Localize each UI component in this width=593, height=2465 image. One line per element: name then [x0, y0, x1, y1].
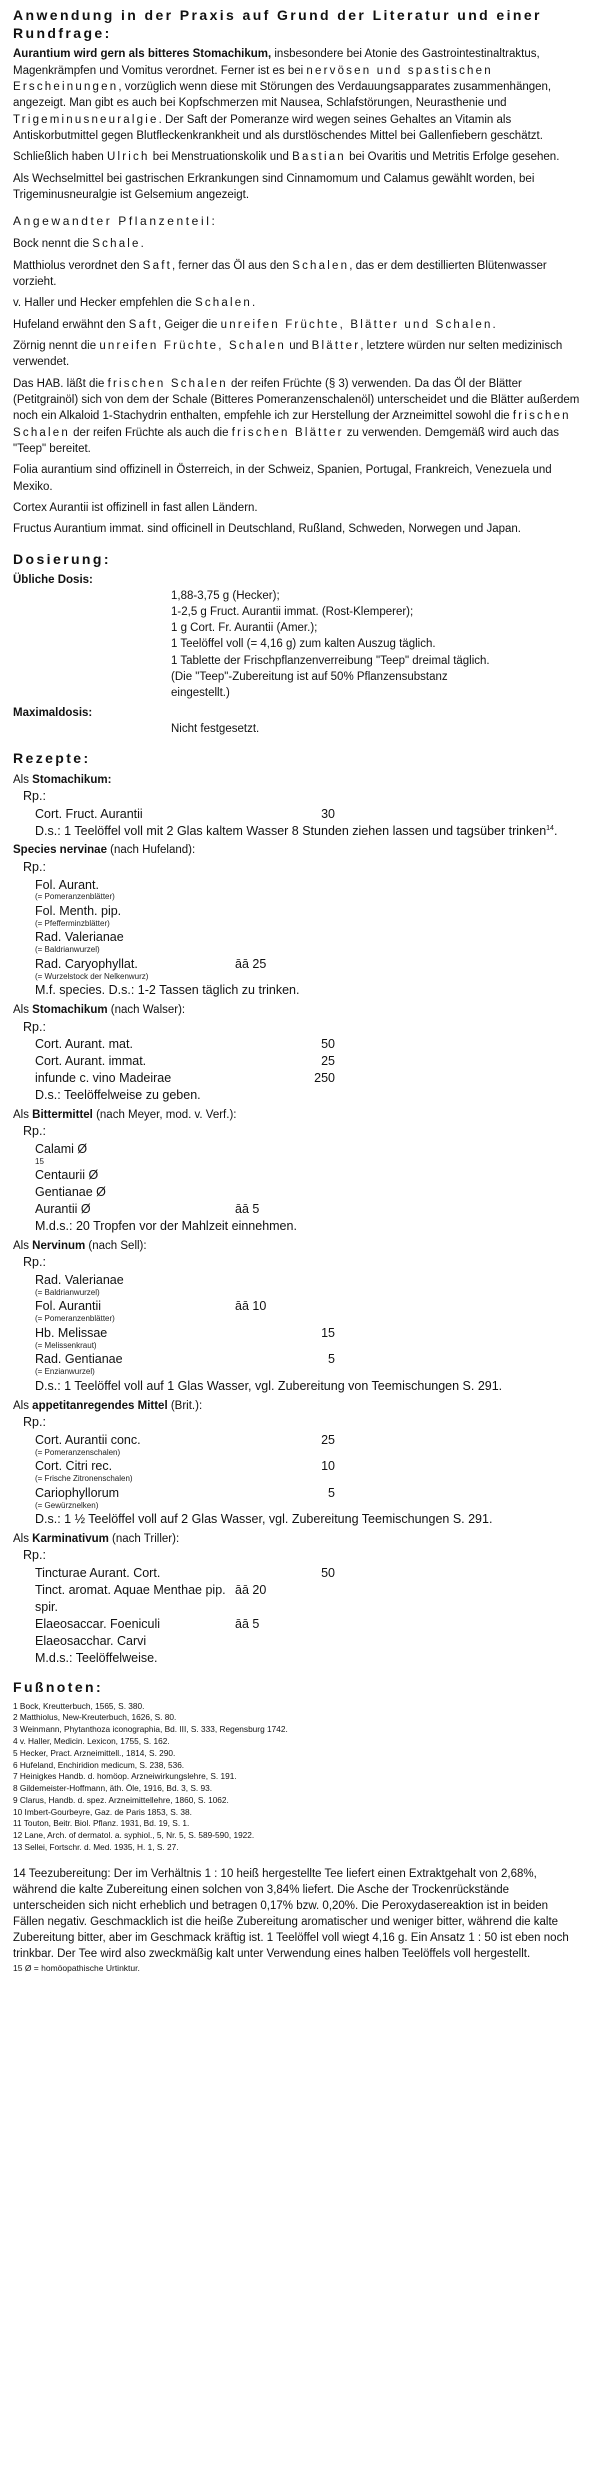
- spaced-emphasis: Bastian: [292, 151, 346, 164]
- recipe-title: Als appetitanregendes Mittel (Brit.):: [13, 1399, 203, 1412]
- ingredient-translation: (= Pomeranzenschalen): [35, 1447, 121, 1457]
- pflanzenteil-paragraph: [13, 462, 582, 495]
- text-run: Hufeland erwähnt den: [13, 318, 129, 331]
- footnote-item: 12 Lane, Arch. of dermatol. a. syphiol., 5, Nr. 5, S. 589-590, 1922.: [13, 1830, 255, 1841]
- dose-line: 1 g Cort. Fr. Aurantii (Amer.);: [171, 622, 318, 635]
- recipe-body: [35, 1565, 582, 1666]
- dose-line: 1-2,5 g Fruct. Aurantii immat. (Rost-Klemperer);: [171, 606, 414, 619]
- ingredient-row: Cort. Fruct. Aurantii 30: [35, 806, 335, 821]
- text-run: , letztere würden nur selten medizinisch verwendet.: [13, 340, 563, 369]
- text-run: der reifen Früchte als auch die: [69, 426, 232, 439]
- ingredient-row: Tinct. aromat. Aquae Menthae pip. āā 20: [35, 1583, 267, 1598]
- ingredient-translation: (= Melissenkraut): [35, 1340, 97, 1350]
- recipe-instructions: D.s.: Teelöffelweise zu geben.: [35, 1087, 201, 1102]
- text-run: bei Ovaritis und Metritis Erfolge gesehen.: [345, 151, 560, 164]
- recipe-rp: Rp.:: [23, 1548, 46, 1563]
- dose-max-label: Maximaldosis:: [13, 706, 93, 719]
- spaced-emphasis: frischen Schalen: [107, 377, 228, 390]
- pflanzenteil-paragraph: [13, 521, 582, 537]
- ingredient: Elaeosacchar. Carvi: [35, 1633, 147, 1648]
- recipe-body: [35, 1036, 582, 1104]
- spaced-emphasis: frischen Schalen: [13, 410, 571, 439]
- text-run: Zörnig nennt die: [13, 340, 100, 352]
- text-run: Cortex Aurantii ist offizinell in fast allen Ländern.: [13, 501, 258, 514]
- ingredient-row: Cort. Aurant. immat. 25: [35, 1054, 335, 1069]
- ingredient-translation: (= Baldrianwurzel): [35, 945, 100, 955]
- footnote-14: 14 Teezubereitung: Der im Verhältnis 1 : 10 heiß hergestellte Tee liefert einen Extraktgehalt von 2,68%, während die kalte Zubereitung einen solchen von 3,84% liefert. Die Asche der Trockenrückstände unterscheiden sich nicht erheblich und betragen 0,17% bzw. 0,20%. Die Peroxydasereaktion ist in beiden Fällen negativ. Geschmacklich ist die heiße Zubereitung aromatischer und weniger bitter, während die kalte Zubereitung bitter, aber im Geschmack kräftig ist. 1 Teelöffel voll wiegt 4,16 g. Ein Ansatz 1 : 50 ist eben noch trinkbar. Der Tee wird also zweckmäßig kalt unter Verwendung eines halben Teelöffels voll hergestellt.: [13, 1867, 569, 1961]
- ingredient: Fol. Aurant.: [35, 877, 99, 892]
- recipe-instructions: D.s.: 1 Teelöffel voll auf 1 Glas Wasser, vgl. Zubereitung von Teemischungen S. 291.: [35, 1378, 503, 1393]
- section-heading-anwendung: Anwendung in der Praxis auf Grund der Literatur und einer Rundfrage:: [13, 7, 542, 42]
- text-run: zu verwenden. Demgemäß wird auch das "Teep" bereitet.: [13, 426, 560, 455]
- spaced-emphasis: unreifen Früchte, Schalen: [99, 340, 287, 352]
- ingredient-row: Elaeosaccar. Foeniculi āā 5: [35, 1616, 260, 1631]
- dose-line: (Die "Teep"-Zubereitung ist auf 50% Pflanzensubstanz: [171, 670, 448, 683]
- spaced-emphasis: Trigeminusneuralgie: [13, 113, 159, 126]
- ingredient-row: Hb. Melissae 15: [35, 1325, 335, 1340]
- ingredient-row: Rad. Caryophyllat. āā 25: [35, 956, 267, 971]
- text-run: .: [140, 238, 144, 251]
- text-run: , Geiger die: [157, 318, 221, 331]
- spaced-emphasis: Ulrich: [106, 151, 150, 164]
- ingredient-row: Aurantii Ø āā 5: [35, 1202, 260, 1217]
- recipe-body: [35, 1432, 582, 1528]
- pflanzenteil-paragraph: [13, 295, 582, 311]
- spaced-emphasis: unreifen Früchte, Blätter und Schalen: [220, 318, 493, 331]
- text-run: Folia aurantium sind offizinell in Österreich, in der Schweiz, Spanien, Portugal, Frankreich, Venezuela und Mexiko.: [13, 464, 552, 493]
- text-run: , das er dem destillierten Blütenwasser vorzieht.: [13, 259, 547, 289]
- text-run: .: [492, 318, 496, 331]
- recipe-instructions: D.s.: 1 Teelöffel voll mit 2 Glas kaltem Wasser 8 Stunden ziehen lassen und tagsüber trinken$^{14}$.: [35, 823, 558, 838]
- ingredient-row: Cort. Aurant. mat. 50: [35, 1037, 335, 1052]
- pflanzenteil-paragraph: [13, 236, 582, 252]
- recipe-title: Species nervinae (nach Hufeland):: [13, 844, 196, 857]
- ingredient: Centaurii Ø: [35, 1168, 99, 1183]
- dose-line: eingestellt.): [171, 686, 230, 699]
- ingredient-row: Cort. Aurantii conc. 25: [35, 1432, 335, 1447]
- footnote-item: 13 Sellei, Fortschr. d. Med. 1935, H. 1, S. 27.: [13, 1841, 179, 1852]
- ingredient: spir.: [35, 1599, 58, 1614]
- dose-line: 1 Teelöffel voll (= 4,16 g) zum kalten Auszug täglich.: [171, 638, 436, 651]
- ingredient-translation: (= Frische Zitronenschalen): [35, 1474, 133, 1484]
- anwendung-paragraph-2: [13, 149, 582, 165]
- recipe-instructions: M.d.s.: 20 Tropfen vor der Mahlzeit einnehmen.: [35, 1219, 297, 1234]
- text-run: und: [286, 340, 312, 352]
- pflanzenteil-paragraphs: [13, 236, 582, 537]
- ingredient: Fol. Menth. pip.: [35, 904, 122, 918]
- footnote-item: 11 Touton, Beitr. Biol. Pflanz. 1931, Bd. 19, S. 1.: [13, 1818, 190, 1829]
- recipe-instructions: M.d.s.: Teelöffelweise.: [35, 1650, 158, 1665]
- section-heading-fussnoten: Fußnoten:: [13, 1679, 104, 1696]
- section-heading-pflanzenteil: Angewandter Pflanzenteil:: [13, 214, 218, 229]
- footnote-item: 9 Clarus, Handb. d. spez. Arzneimittellehre, 1860, S. 1062.: [13, 1794, 229, 1805]
- recipe-rp: Rp.:: [23, 1255, 46, 1270]
- footnote-item: 5 Hecker, Pract. Arzneimittell., 1814, S. 290.: [13, 1747, 176, 1758]
- footnote-item: 8 Gildemeister-Hoffmann, äth. Öle, 1916, Bd. 3, S. 93.: [13, 1783, 213, 1794]
- recipe-rp: Rp.:: [23, 1019, 46, 1034]
- anwendung-paragraph-3: Als Wechselmittel bei gastrischen Erkrankungen sind Cinnamomum und Calamus gewählt worden, bei Trigeminusneuralgie ist Gelsemium angezeigt.: [13, 172, 535, 201]
- recipe-body: [35, 806, 582, 840]
- recipe-body: [35, 1272, 582, 1395]
- spaced-emphasis: Saft: [128, 318, 158, 331]
- spaced-emphasis: Blätter: [311, 340, 361, 352]
- recipe-rp: Rp.:: [23, 788, 46, 803]
- ingredient: Rad. Valerianae: [35, 1272, 124, 1287]
- ingredient-row: Fol. Aurantii āā 10: [35, 1299, 267, 1314]
- bold-text: Aurantium wird gern als bitteres Stomachikum,: [13, 48, 272, 61]
- spaced-emphasis: Schalen: [194, 297, 252, 310]
- ingredient-translation: (= Gewürznelken): [35, 1500, 99, 1510]
- recipe-title: Als Karminativum (nach Triller):: [13, 1533, 180, 1546]
- ingredient-translation: (= Wurzelstock der Nelkenwurz): [35, 971, 149, 981]
- footnote-marker: 15: [35, 1156, 44, 1166]
- text-run: bei Menstruationskolik und: [149, 151, 293, 164]
- spaced-emphasis: Schalen: [292, 259, 350, 272]
- text-run: Matthiolus verordnet den: [13, 259, 143, 272]
- recipe-rp: Rp.:: [23, 1124, 46, 1139]
- recipe-rp: Rp.:: [23, 859, 46, 874]
- recipe-instructions: D.s.: 1 ½ Teelöffel voll auf 2 Glas Wasser, vgl. Zubereitung Teemischungen S. 291.: [35, 1512, 493, 1527]
- recipe-instructions: M.f. species. D.s.: 1-2 Tassen täglich zu trinken.: [35, 983, 300, 998]
- footnote-item: 4 v. Haller, Medicin. Lexicon, 1755, S. 162.: [13, 1735, 170, 1746]
- ingredient-row: Rad. Gentianae 5: [35, 1352, 335, 1367]
- text-run: insbesondere bei Atonie des Gastrointestinaltraktus, Magenkrämpfen und Vomitus verordnet. Ferner ist es bei: [13, 48, 540, 77]
- spaced-emphasis: Schale: [92, 238, 141, 251]
- text-run: Fructus Aurantium immat. sind officinell in Deutschland, Rußland, Schweden, Norwegen und Japan.: [13, 523, 521, 536]
- spaced-emphasis: frischen Blätter: [231, 426, 344, 439]
- text-run: , ferner das Öl aus den: [172, 259, 293, 272]
- ingredient-row: Cariophyllorum 5: [35, 1485, 335, 1500]
- anwendung-paragraph-1: [13, 46, 582, 144]
- recipe-rp: Rp.:: [23, 1415, 46, 1430]
- pflanzenteil-paragraph: [13, 376, 582, 458]
- pflanzenteil-paragraph: [13, 500, 582, 516]
- dose-max-value: Nicht festgesetzt.: [171, 723, 260, 736]
- footnote-item: 7 Heinigkes Handb. d. homöop. Arzneiwirkungslehre, S. 191.: [13, 1771, 237, 1782]
- section-heading-dosierung: Dosierung:: [13, 550, 111, 567]
- footnote-item: 1 Bock, Kreutterbuch, 1565, S. 380.: [13, 1700, 145, 1711]
- text-run: der reifen Früchte (§ 3) verwenden. Da das Öl der Blätter (Petitgrainöl) sich von dem der Schale (Bitteres Pomeranzenschalenöl) unterscheidet und die Blätter außerdem noch ein Alkaloid 1-Stachydrin enthalten, empfehle ich zur Herstellung der Arzneimittel sowohl die: [13, 377, 580, 423]
- ingredient-translation: (= Baldrianwurzel): [35, 1287, 100, 1297]
- ingredient: Calami Ø: [35, 1141, 88, 1156]
- ingredient-row: Tincturae Aurant. Cort. 50: [35, 1566, 335, 1581]
- footnote-item: 6 Hufeland, Enchiridion medicum, S. 238, 536.: [13, 1759, 185, 1770]
- ingredient-translation: (= Enzianwurzel): [35, 1367, 95, 1377]
- footnote-15: 15 Ø = homöopathische Urtinktur.: [13, 1963, 140, 1974]
- pflanzenteil-paragraph: [13, 317, 582, 333]
- text-run: .: [251, 297, 256, 310]
- ingredient-translation: (= Pfefferminzblätter): [35, 918, 110, 928]
- dose-usual-label: Übliche Dosis:: [13, 573, 93, 586]
- recipe-title: Als Nervinum (nach Sell):: [13, 1239, 147, 1252]
- dose-line: 1,88-3,75 g (Hecker);: [171, 590, 280, 603]
- text-run: , vorzüglich wenn diese mit Störungen des Verdauungsapparates zusammenhängen, angezeigt. Man gibt es auch bei Kopfschmerzen mit Nausea, Schlafstörungen, Neurasthenie und: [13, 81, 552, 110]
- text-run: v. Haller und Hecker empfehlen die: [13, 297, 195, 310]
- ingredient-translation: (= Pomeranzenblätter): [35, 1314, 115, 1324]
- pflanzenteil-paragraph: [13, 338, 582, 371]
- recipe-title: Als Stomachikum:: [13, 773, 112, 786]
- text-run: Schließlich haben: [13, 151, 107, 164]
- section-heading-rezepte: Rezepte:: [13, 750, 91, 767]
- recipe-title: Als Bittermittel (nach Meyer, mod. v. Verf.):: [13, 1108, 237, 1121]
- spaced-emphasis: nervösen und spastischen Erscheinungen: [13, 64, 493, 94]
- ingredient-row: Cort. Citri rec. 10: [35, 1459, 335, 1474]
- recipe-title: Als Stomachikum (nach Walser):: [13, 1004, 186, 1017]
- footnote-item: 10 Imbert-Gourbeyre, Gaz. de Paris 1853, S. 38.: [13, 1806, 192, 1817]
- text-run: . Der Saft der Pomeranze wird wegen seines Gehaltes an Vitamin als Antiskorbutmittel gegen Blutfleckenkrankheit und als durstlöschendes Mittel bei Gallenfiebern geschätzt.: [13, 113, 543, 143]
- dose-usual-list: [171, 588, 582, 701]
- footnote-item: 3 Weinmann, Phytanthoza iconographia, Bd. III, S. 333, Regensburg 1742.: [13, 1724, 288, 1735]
- footnote-item: 2 Matthiolus, New-Kreuterbuch, 1626, S. 80.: [13, 1712, 177, 1723]
- dose-line: 1 Tablette der Frischpflanzenverreibung "Teep" dreimal täglich.: [171, 654, 490, 667]
- ingredient: Gentianae Ø: [35, 1185, 106, 1200]
- recipe-body: [35, 1141, 582, 1235]
- text-run: Das HAB. läßt die: [13, 377, 108, 390]
- text-run: Bock nennt die: [13, 238, 93, 251]
- ingredient: Rad. Valerianae: [35, 930, 124, 945]
- pflanzenteil-paragraph: [13, 258, 582, 291]
- footnote-list: [13, 1701, 582, 1854]
- ingredient-translation: (= Pomeranzenblätter): [35, 892, 115, 902]
- recipe-body: [35, 877, 582, 1000]
- ingredient-row: infunde c. vino Madeirae 250: [35, 1071, 335, 1086]
- spaced-emphasis: Saft: [142, 259, 173, 272]
